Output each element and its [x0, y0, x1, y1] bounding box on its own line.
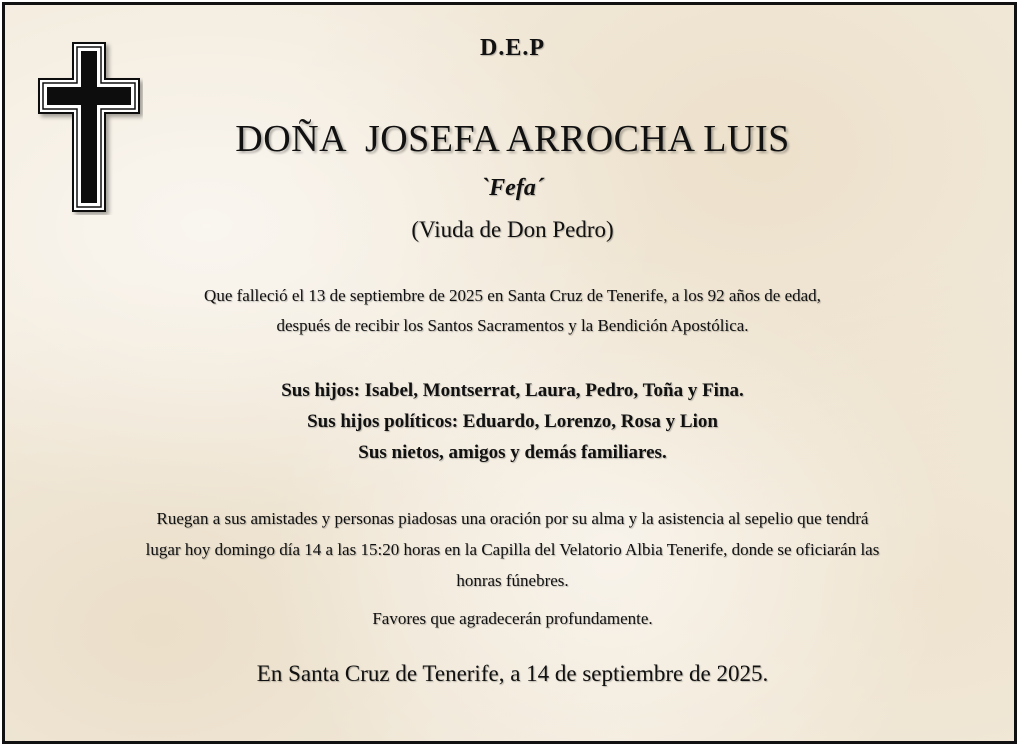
request-line: Ruegan a sus amistades y personas piadosas una oración por su alma y la asistencia al sepelio que tendrá	[156, 509, 869, 528]
closing-line: En Santa Cruz de Tenerife, a 14 de septiembre de 2025.	[256, 661, 769, 686]
death-notice	[5, 281, 1020, 341]
thanks-line: Favores que agradecerán profundamente.	[372, 609, 653, 628]
deceased-name: DOÑA JOSEFA ARROCHA LUIS	[235, 118, 790, 160]
funeral-request	[35, 503, 990, 596]
family-list	[5, 375, 1020, 468]
request-line: honras fúnebres.	[456, 571, 569, 590]
family-line: Sus hijos: Isabel, Montserrat, Laura, Pedro, Toña y Fina.	[281, 380, 744, 401]
obituary-card	[2, 2, 1017, 744]
death-notice-line: Que falleció el 13 de septiembre de 2025 en Santa Cruz de Tenerife, a los 92 años de edad,	[204, 286, 821, 305]
dep-header: D.E.P	[480, 35, 545, 61]
family-line: Sus hijos políticos: Eduardo, Lorenzo, Rosa y Lion	[307, 411, 718, 432]
family-line: Sus nietos, amigos y demás familiares.	[358, 442, 667, 463]
death-notice-line: después de recibir los Santos Sacramentos y la Bendición Apostólica.	[276, 316, 749, 335]
request-line: lugar hoy domingo día 14 a las 15:20 horas en la Capilla del Velatorio Albia Tenerife, donde se oficiarán las	[145, 540, 880, 559]
widow-line: (Viuda de Don Pedro)	[411, 217, 614, 242]
nickname: `Fefa´	[481, 175, 544, 201]
